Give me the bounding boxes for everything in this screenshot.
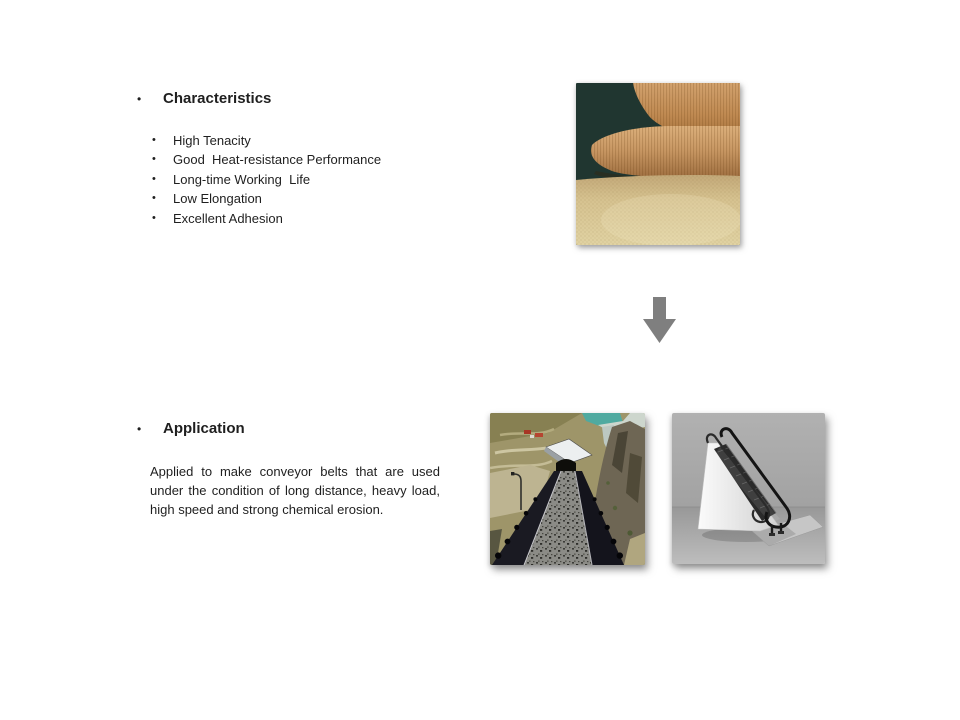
application-description: Applied to make conveyor belts that are used under the condition of long distance, heavy load, high speed and strong chemical erosion. xyxy=(150,464,440,518)
list-item-label: Excellent Adhesion xyxy=(173,210,283,226)
conveyor-belt-illustration xyxy=(490,413,645,565)
bullet-icon: • xyxy=(152,192,156,205)
down-arrow-icon xyxy=(643,297,676,343)
list-item-label: Long-time Working Life xyxy=(173,171,311,187)
list-item-label: Low Elongation xyxy=(173,191,262,207)
escalator-image xyxy=(672,413,825,564)
conveyor-belt-image xyxy=(490,413,645,565)
bullet-icon: • xyxy=(152,134,156,146)
list-item-label: Good Heat-resistance Performance xyxy=(173,152,382,168)
list-item xyxy=(152,170,381,189)
fabric-roll-illustration xyxy=(576,83,740,245)
escalator-illustration xyxy=(672,413,825,564)
characteristics-title: Characteristics xyxy=(163,90,272,107)
list-item-label: High Tenacity xyxy=(173,133,251,148)
bullet-icon: • xyxy=(152,211,156,224)
list-item xyxy=(152,150,381,169)
list-item xyxy=(152,209,381,228)
characteristics-list xyxy=(152,131,381,228)
list-item xyxy=(152,131,381,150)
list-item xyxy=(152,189,381,208)
bullet-icon: • xyxy=(137,92,142,106)
bullet-icon: • xyxy=(152,172,156,185)
bullet-icon: • xyxy=(137,422,142,436)
application-heading xyxy=(137,421,245,437)
fabric-roll-image xyxy=(576,83,740,245)
characteristics-heading xyxy=(137,91,271,107)
bullet-icon: • xyxy=(152,153,156,166)
application-title: Application xyxy=(163,420,245,437)
